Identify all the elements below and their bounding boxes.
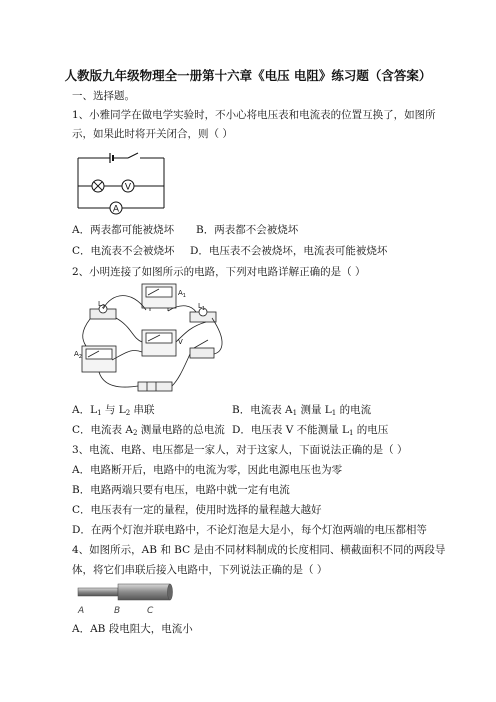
q1-option-c: C．电流表不会被烧坏	[72, 245, 175, 257]
q1-stem-line2: 示，如果此时将开关闭合，则（ ）	[72, 128, 233, 140]
q4-conductor-diagram	[72, 582, 192, 616]
conductor-ab	[78, 588, 118, 596]
q3-option-d: D．在两个灯泡并联电路中，不论灯泡是大是小，每个灯泡两端的电压都相等	[72, 524, 427, 536]
q1-option-b: B．两表都不会被烧坏	[196, 224, 299, 236]
fig-label-l2: $L_2$	[98, 300, 106, 310]
q4-option-a: A．AB 段电阻大，电流小	[72, 623, 193, 635]
q4-stem-line1: 4、如图所示，AB 和 BC 是由不同材料制成的长度相同、横截面积不同的两段导	[72, 544, 446, 556]
q1-option-a: A．两表都可能被烧坏	[72, 224, 175, 236]
q1-stem-line1: 1、小雅同学在做电学实验时，不小心将电压表和电流表的位置互换了，如图所	[72, 109, 436, 121]
fig-label-l1: $L_1$	[198, 302, 206, 312]
q2-option-a: A．$L_1$ 与 $L_2$ 串联	[72, 404, 155, 417]
q2-circuit-picture	[72, 282, 232, 398]
label-a: A	[78, 606, 85, 616]
q3-option-a: A．电路断开后，电路中的电流为零，因此电源电压也为零	[72, 464, 343, 476]
q1-option-d: D．电压表不会被烧坏，电流表可能被烧坏	[190, 245, 388, 257]
fig-label-v: V	[178, 338, 183, 346]
q3-option-c: C．电压表有一定的量程，使用时选择的量程越大越好	[72, 504, 322, 516]
q3-stem: 3、电流、电路、电压都是一家人，对于这家人，下面说法正确的是（ ）	[72, 444, 408, 456]
q2-option-c: C．电流表 $A_2$ 测量电路的总电流	[72, 424, 225, 437]
section-heading: 一、选择题。	[72, 90, 135, 102]
fig-label-a2: $A_2$	[74, 350, 82, 360]
voltmeter-label: V	[124, 182, 132, 193]
label-b: B	[114, 606, 121, 616]
conductor-bc	[118, 584, 170, 600]
q2-stem: 2、小明连接了如图所示的电路，下列对电路详解正确的是（ ）	[72, 266, 366, 278]
label-c: C	[147, 606, 154, 616]
page-title: 人教版九年级物理全一册第十六章《电压 电阻》练习题（含答案）	[64, 68, 432, 83]
q4-stem-line2: 体，将它们串联后接入电路中，下列说法正确的是（ ）	[72, 564, 328, 576]
q2-option-b: B．电流表 $A_1$ 测量 $L_1$ 的电流	[232, 404, 372, 417]
q3-option-b: B．电路两端只要有电压，电路中就一定有电流	[72, 484, 290, 496]
q2-option-d: D．电压表 V 不能测量 $L_1$ 的电压	[232, 424, 389, 437]
fig-label-a1: $A_1$	[178, 289, 186, 299]
ammeter-label: A	[112, 204, 120, 215]
switch-blade	[128, 153, 138, 158]
q1-circuit-diagram	[76, 148, 166, 218]
